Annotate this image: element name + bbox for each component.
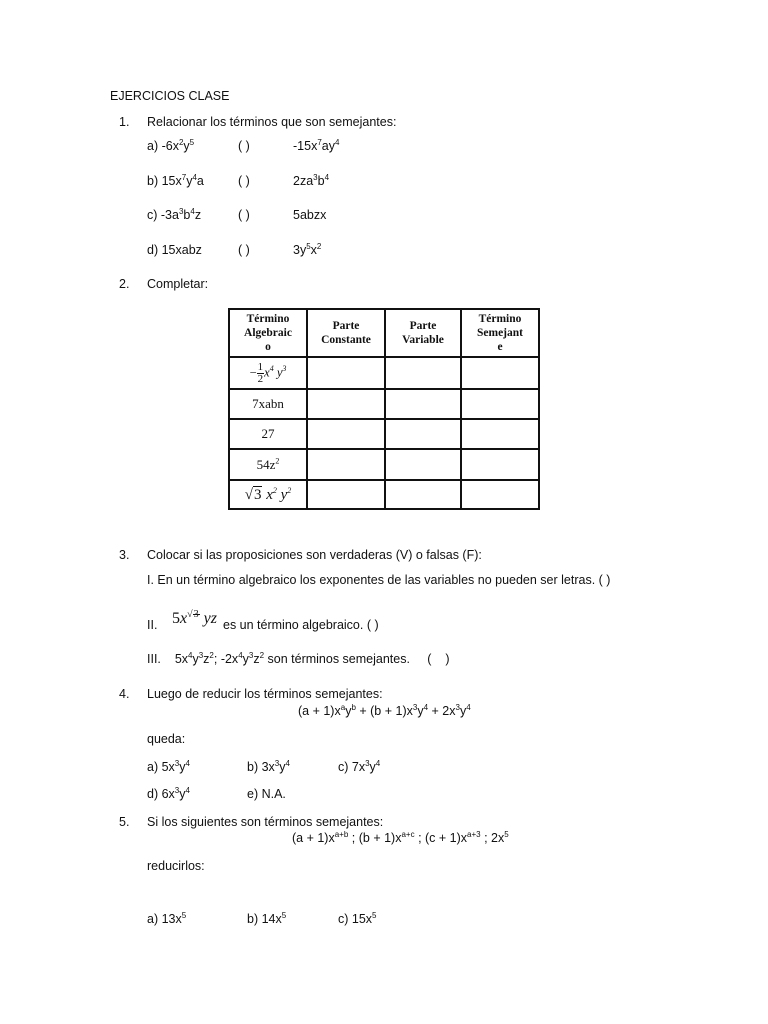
q4-option-c[interactable]: c) $7x^3y^4$ <box>338 758 381 774</box>
q4-option-a[interactable]: a) $5x^3y^4$ <box>147 758 190 774</box>
header-termino-semejante: Término Semejant e <box>461 309 539 357</box>
answer-cell[interactable] <box>461 419 539 449</box>
q4-option-d[interactable]: d) $6x^3y^4$ <box>147 785 190 801</box>
q5-expression: $(a + 1)x^{a+b}$ ; $(b + 1)x^{a+c}$ ; $(c + 1)x^{a+3}$ ; $2x^5$ <box>292 829 509 845</box>
answer-cell[interactable] <box>385 449 461 480</box>
term-cell: √3 $x^2$ $y^2$ <box>229 480 307 509</box>
q1-answer-blank[interactable]: ( ) <box>238 208 250 222</box>
header-parte-variable: Parte Variable <box>385 309 461 357</box>
q1-left-term: a) $-6x^2y^5$ <box>147 137 195 153</box>
q5-reduce: reducirlos: <box>147 859 205 873</box>
answer-cell[interactable] <box>307 357 385 389</box>
q4-queda: queda: <box>147 732 186 746</box>
answer-cell[interactable] <box>307 419 385 449</box>
q5-number: 5. <box>119 815 130 829</box>
answer-cell[interactable] <box>385 419 461 449</box>
q4-prompt: Luego de reducir los términos semejantes: <box>147 687 383 701</box>
q5-option-c[interactable]: c) $15x^5$ <box>338 910 377 926</box>
table-row <box>229 419 539 449</box>
q3-statement-ii-expr: $5x^{√3}$ yz <box>172 608 217 627</box>
q5-option-b[interactable]: b) $14x^5$ <box>247 910 287 926</box>
q4-option-e[interactable]: e) N.A. <box>247 787 286 801</box>
q2-number: 2. <box>119 277 130 291</box>
q1-number: 1. <box>119 115 130 129</box>
q1-left-term: d) 15xabz <box>147 243 202 257</box>
q4-option-b[interactable]: b) $3x^3y^4$ <box>247 758 290 774</box>
page-title: EJERCICIOS CLASE <box>110 89 230 103</box>
table-row <box>229 480 539 509</box>
q1-answer-blank[interactable]: ( ) <box>238 139 250 153</box>
q5-prompt: Si los siguientes son términos semejantes: <box>147 815 384 829</box>
q1-right-term: $-15x^7ay^4$ <box>293 137 340 153</box>
table-row <box>229 449 539 480</box>
q1-right-term: $2za^3b^4$ <box>293 172 330 188</box>
q3-statement-ii-label: II. <box>147 618 158 632</box>
term-cell: 27 <box>229 419 307 449</box>
q5-option-a[interactable]: a) $13x^5$ <box>147 910 187 926</box>
answer-cell[interactable] <box>461 449 539 480</box>
answer-cell[interactable] <box>307 389 385 419</box>
answer-cell[interactable] <box>385 389 461 419</box>
q1-left-term: c) $-3a^3b^4z$ <box>147 206 202 222</box>
table-row <box>229 389 539 419</box>
answer-cell[interactable] <box>307 449 385 480</box>
q1-answer-blank[interactable]: ( ) <box>238 243 250 257</box>
q1-right-term: 5abzx <box>293 208 327 222</box>
answer-cell[interactable] <box>385 480 461 509</box>
answer-cell[interactable] <box>461 357 539 389</box>
q1-right-term: $3y^5x^2$ <box>293 241 322 257</box>
q1-prompt: Relacionar los términos que son semejantes: <box>147 115 397 129</box>
q3-statement-ii-text: es un término algebraico. ( ) <box>223 618 379 632</box>
term-cell: − $\frac{1}{2}$ $x^4$ $y^3$ <box>229 357 307 389</box>
q1-left-term: b) $15x^7y^4a$ <box>147 172 204 188</box>
table-header-row <box>229 309 539 357</box>
q3-prompt: Colocar si las proposiciones son verdaderas (V) o falsas (F): <box>147 548 482 562</box>
table-row <box>229 357 539 389</box>
q2-prompt: Completar: <box>147 277 209 291</box>
terms-table <box>228 308 540 510</box>
answer-cell[interactable] <box>307 480 385 509</box>
q1-answer-blank[interactable]: ( ) <box>238 174 250 188</box>
q4-number: 4. <box>119 687 130 701</box>
answer-cell[interactable] <box>461 389 539 419</box>
header-termino-algebraico: Término Algebraic o <box>229 309 307 357</box>
term-cell: 7xabn <box>229 389 307 419</box>
term-cell: $54z^2$ <box>229 449 307 480</box>
fraction: $\frac{1}{2}$ <box>257 360 264 385</box>
q3-statement-iii: III. $5x^4y^3z^2$; $-2x^4y^3z^2$ son términos semejantes. ( ) <box>147 650 450 666</box>
q3-statement-i: I. En un término algebraico los exponentes de las variables no pueden ser letras. ( ) <box>147 573 611 587</box>
q3-number: 3. <box>119 548 130 562</box>
header-parte-constante: Parte Constante <box>307 309 385 357</box>
answer-cell[interactable] <box>385 357 461 389</box>
answer-cell[interactable] <box>461 480 539 509</box>
q4-expression: $(a + 1)x^ay^b + (b + 1)x^3y^4 + 2x^3y^4$ <box>298 702 471 718</box>
